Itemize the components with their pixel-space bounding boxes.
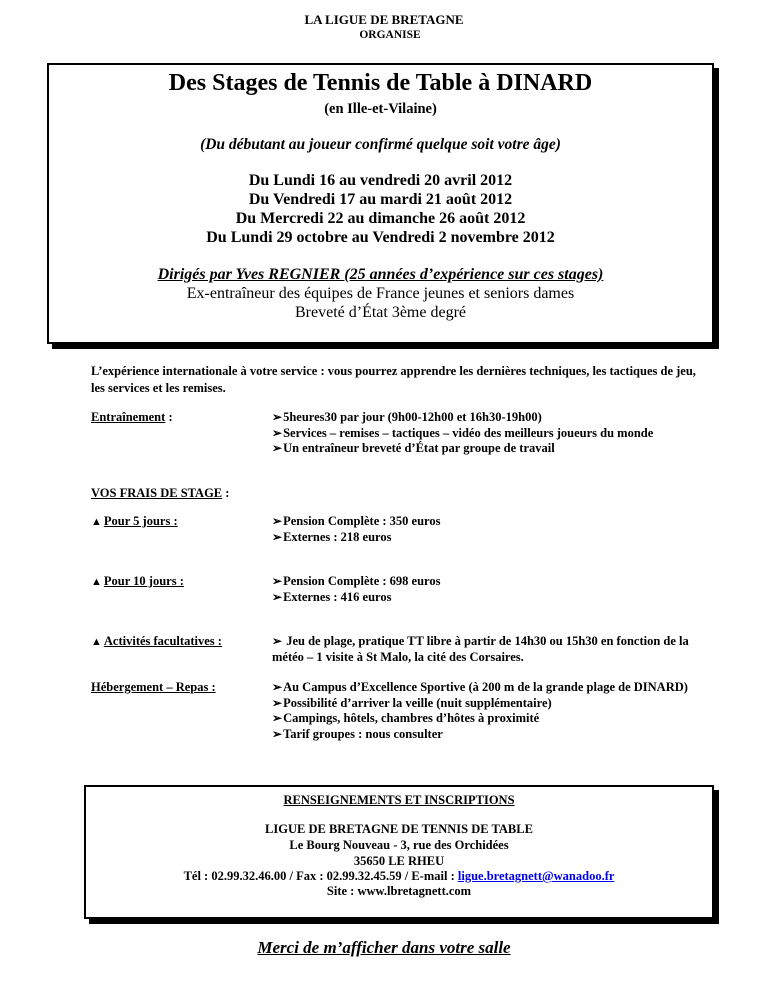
ten-days-list [272,574,712,605]
five-days-label-text: Pour 5 jours : [103,514,178,528]
activities-label [91,634,222,649]
list-item [272,441,712,457]
arrowhead-bullet-icon: ➢ [272,410,283,424]
intro-paragraph: L’expérience internationale à votre service : vous pourrez apprendre les dernières techniques, les tactiques de jeu, les services et les remises. [91,364,696,395]
training-label-suffix: : [165,410,173,424]
list-item-text: Campings, hôtels, chambres d’hôtes à proximité [283,711,540,725]
arrowhead-bullet-icon: ➢ [272,634,283,648]
list-item-text: Au Campus d’Excellence Sportive (à 200 m de la grande plage de DINARD) [283,680,688,694]
list-item-text: Un entraîneur breveté d’État par groupe de travail [283,441,555,455]
list-item [272,727,712,743]
list-item [272,514,712,530]
list-item [272,634,712,665]
ex-coach-line: Ex-entraîneur des équipes de France jeunes et seniors dames [186,285,575,302]
organizer-subheader: ORGANISE [359,29,421,41]
organizer-header: LA LIGUE DE BRETAGNE [304,12,464,27]
footer-note: Merci de m’afficher dans votre salle [257,938,511,957]
director-text: Dirigés par Yves REGNIER (25 années d’expérience sur ces stages) [157,266,604,283]
ten-days-label-text: Pour 10 jours : [103,574,184,588]
certification-line: Breveté d’État 3ème degré [294,304,467,321]
activities-list [272,634,712,665]
fees-heading-suffix: : [222,486,230,500]
training-list [272,410,712,457]
list-item [272,696,712,712]
contact-title: RENSEIGNEMENTS ET INSCRIPTIONS [283,793,515,807]
arrowhead-bullet-icon: ➢ [272,589,283,604]
arrowhead-bullet-icon: ➢ [272,425,283,440]
list-item [272,530,712,546]
arrowhead-bullet-icon: ➢ [272,726,283,741]
contact-phone-line [84,869,714,884]
list-item [272,590,712,606]
date-line: Du Mercredi 22 au dimanche 26 août 2012 [235,210,526,227]
list-item-text: Pension Complète : 350 euros [283,514,441,528]
lodging-list [272,680,712,742]
list-item-text: Jeu de plage, pratique TT libre à partir de 14h30 ou 15h30 en fonction de la météo – 1 visite à St Malo, la cité des Corsaires. [272,634,689,664]
ten-days-label [91,574,184,589]
contact-site: Site : www.lbretagnett.com [326,884,472,898]
training-label-text: Entraînement [91,410,166,424]
caret-marker-icon: ▲ [91,636,102,648]
list-item-text: Possibilité d’arriver la veille (nuit supplémentaire) [283,695,552,710]
list-item-text: Pension Complète : 698 euros [283,574,441,588]
arrowhead-bullet-icon: ➢ [272,441,283,455]
list-item [272,410,712,426]
contact-phone-text: Tél : 02.99.32.46.00 / Fax : 02.99.32.45.59 / E-mail : [183,869,458,883]
list-item [272,680,712,696]
arrowhead-bullet-icon: ➢ [272,680,283,694]
list-item-text: Externes : 416 euros [283,589,392,604]
email-link[interactable]: ligue.bretagnett@wanadoo.fr [457,869,615,883]
list-item [272,426,712,442]
list-item-text: Tarif groupes : nous consulter [283,726,443,741]
arrowhead-bullet-icon: ➢ [272,529,283,544]
caret-marker-icon: ▲ [91,576,102,588]
five-days-label [91,514,178,529]
date-line: Du Lundi 16 au vendredi 20 avril 2012 [248,172,513,189]
fees-heading [91,486,229,501]
training-label [91,410,173,425]
date-line: Du Lundi 29 octobre au Vendredi 2 novembre 2012 [206,229,555,246]
director-line [47,266,714,284]
page-title: Des Stages de Tennis de Table à DINARD [168,70,593,96]
list-item [272,711,712,727]
activities-label-text: Activités facultatives : [103,634,222,648]
list-item [272,574,712,590]
contact-city: 35650 LE RHEU [353,854,445,868]
location-subtitle: (en Ille-et-Vilaine) [324,101,437,117]
fees-heading-text: VOS FRAIS DE STAGE [91,486,223,500]
arrowhead-bullet-icon: ➢ [272,711,283,725]
contact-address: Le Bourg Nouveau - 3, rue des Orchidées [289,838,509,852]
list-item-text: Externes : 218 euros [283,529,392,544]
level-note: (Du débutant au joueur confirmé quelque soit votre âge) [200,136,561,153]
date-line: Du Vendredi 17 au mardi 21 août 2012 [248,191,513,208]
contact-org: LIGUE DE BRETAGNE DE TENNIS DE TABLE [265,822,533,836]
lodging-label-text: Hébergement – Repas : [91,680,216,694]
list-item-text: 5heures30 par jour (9h00-12h00 et 16h30-19h00) [283,410,542,424]
arrowhead-bullet-icon: ➢ [272,514,283,528]
arrowhead-bullet-icon: ➢ [272,574,283,588]
five-days-list [272,514,712,545]
list-item-text: Services – remises – tactiques – vidéo des meilleurs joueurs du monde [283,425,654,440]
caret-marker-icon: ▲ [91,516,102,528]
arrowhead-bullet-icon: ➢ [272,695,283,710]
lodging-label [91,680,216,695]
